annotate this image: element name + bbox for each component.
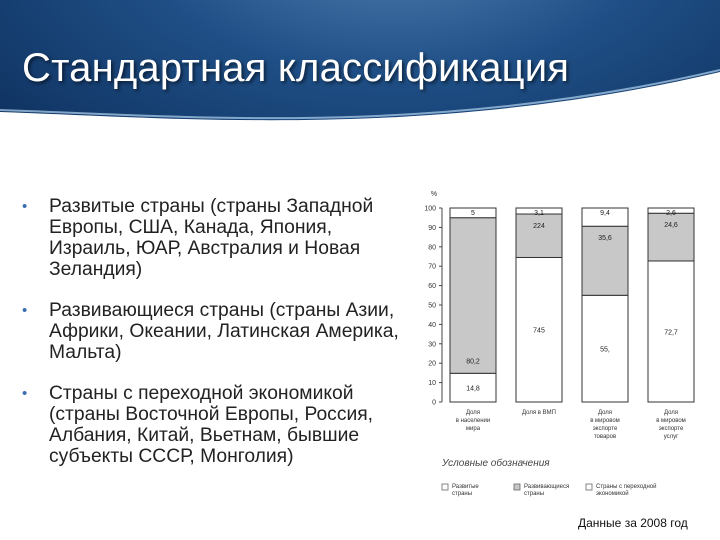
bar-segment-developing — [516, 214, 562, 257]
x-category-label: Доля — [663, 410, 679, 416]
bar-value-label: 24,6 — [664, 222, 678, 230]
legend-label: страны — [524, 491, 545, 497]
y-tick-label: 40 — [428, 321, 436, 329]
bullet-text: Развитые страны (страны Западной Европы, США, Канада, Япония, Израиль, ЮАР, Австралия и Новая Зеландия) — [49, 196, 374, 280]
bar-value-label: 14,8 — [466, 385, 480, 393]
y-tick-label: 70 — [428, 263, 436, 271]
bar-value-label: 3,1 — [534, 210, 544, 217]
x-category-label: услуг — [663, 434, 679, 440]
legend-swatch-transition — [586, 484, 592, 490]
chart-container — [416, 188, 712, 500]
legend-swatch-developed — [442, 484, 448, 490]
x-category-label: Доля в ВМП — [522, 410, 556, 416]
bullet-text: Развивающиеся страны (страны Азии, Африки, Океании, Латинская Америка, Мальта) — [49, 300, 399, 363]
bullet-mark: • — [22, 302, 28, 319]
legend-label: Страны с переходной — [596, 484, 657, 490]
bar-value-label: 72,7 — [664, 329, 678, 337]
y-tick-label: 30 — [428, 341, 436, 349]
legend-swatch-developing — [514, 484, 520, 490]
y-tick-label: 60 — [428, 283, 436, 291]
legend-label: Развивающиеся — [524, 484, 570, 490]
slide-header — [0, 0, 720, 150]
bullet-text: Страны с переходной экономикой (страны Восточной Европы, Россия, Албания, Китай, Вьетнам, бывшие субъекты СССР, Монголия) — [49, 383, 374, 467]
data-caption: Данные за 2008 год — [578, 516, 688, 530]
bar-value-label: 35,6 — [598, 235, 612, 243]
x-category-label: в мировом — [656, 418, 686, 424]
bullet-item-transition — [22, 383, 414, 467]
bar-value-label: 2,6 — [666, 210, 676, 217]
bar-value-label: 5 — [471, 210, 475, 217]
legend-label: экономикой — [596, 491, 629, 497]
bullet-item-developing — [22, 300, 414, 363]
y-tick-label: 20 — [428, 360, 436, 368]
x-category-label: в мировом — [590, 418, 620, 424]
stacked-bar-chart — [416, 188, 712, 500]
bar-value-label: 9,4 — [600, 210, 610, 217]
y-tick-label: 10 — [428, 380, 436, 388]
x-category-label: в населении — [455, 418, 491, 424]
x-category-label: Доля — [597, 410, 613, 416]
bar-value-label: 745 — [533, 327, 545, 335]
bar-value-label: 80,2 — [466, 358, 480, 366]
slide-title: Стандартная классификация — [22, 46, 570, 90]
bar-segment-developing — [648, 213, 694, 261]
legend-label: страны — [452, 491, 473, 497]
x-category-label: экспорте — [592, 426, 618, 432]
x-category-label: товаров — [593, 434, 617, 440]
x-category-label: мира — [465, 426, 481, 432]
bullet-mark: • — [22, 385, 28, 402]
bar-value-label: 55, — [600, 346, 610, 354]
legend-label: Развитые — [452, 484, 479, 490]
y-tick-label: 50 — [428, 302, 436, 310]
x-category-label: Доля — [465, 410, 481, 416]
y-tick-label: 80 — [428, 244, 436, 252]
bar-value-label: 224 — [533, 223, 545, 231]
bullet-list — [22, 196, 414, 487]
legend-title: Условные обозначения — [442, 458, 550, 469]
y-tick-label: 0 — [432, 399, 436, 407]
bullet-item-developed — [22, 196, 414, 280]
y-axis-unit-label: % — [430, 191, 438, 198]
y-tick-label: 90 — [428, 224, 436, 232]
bullet-mark: • — [22, 198, 28, 215]
x-category-label: экспорте — [658, 426, 684, 432]
bar-segment-developing — [450, 218, 496, 374]
y-tick-label: 100 — [424, 205, 436, 213]
